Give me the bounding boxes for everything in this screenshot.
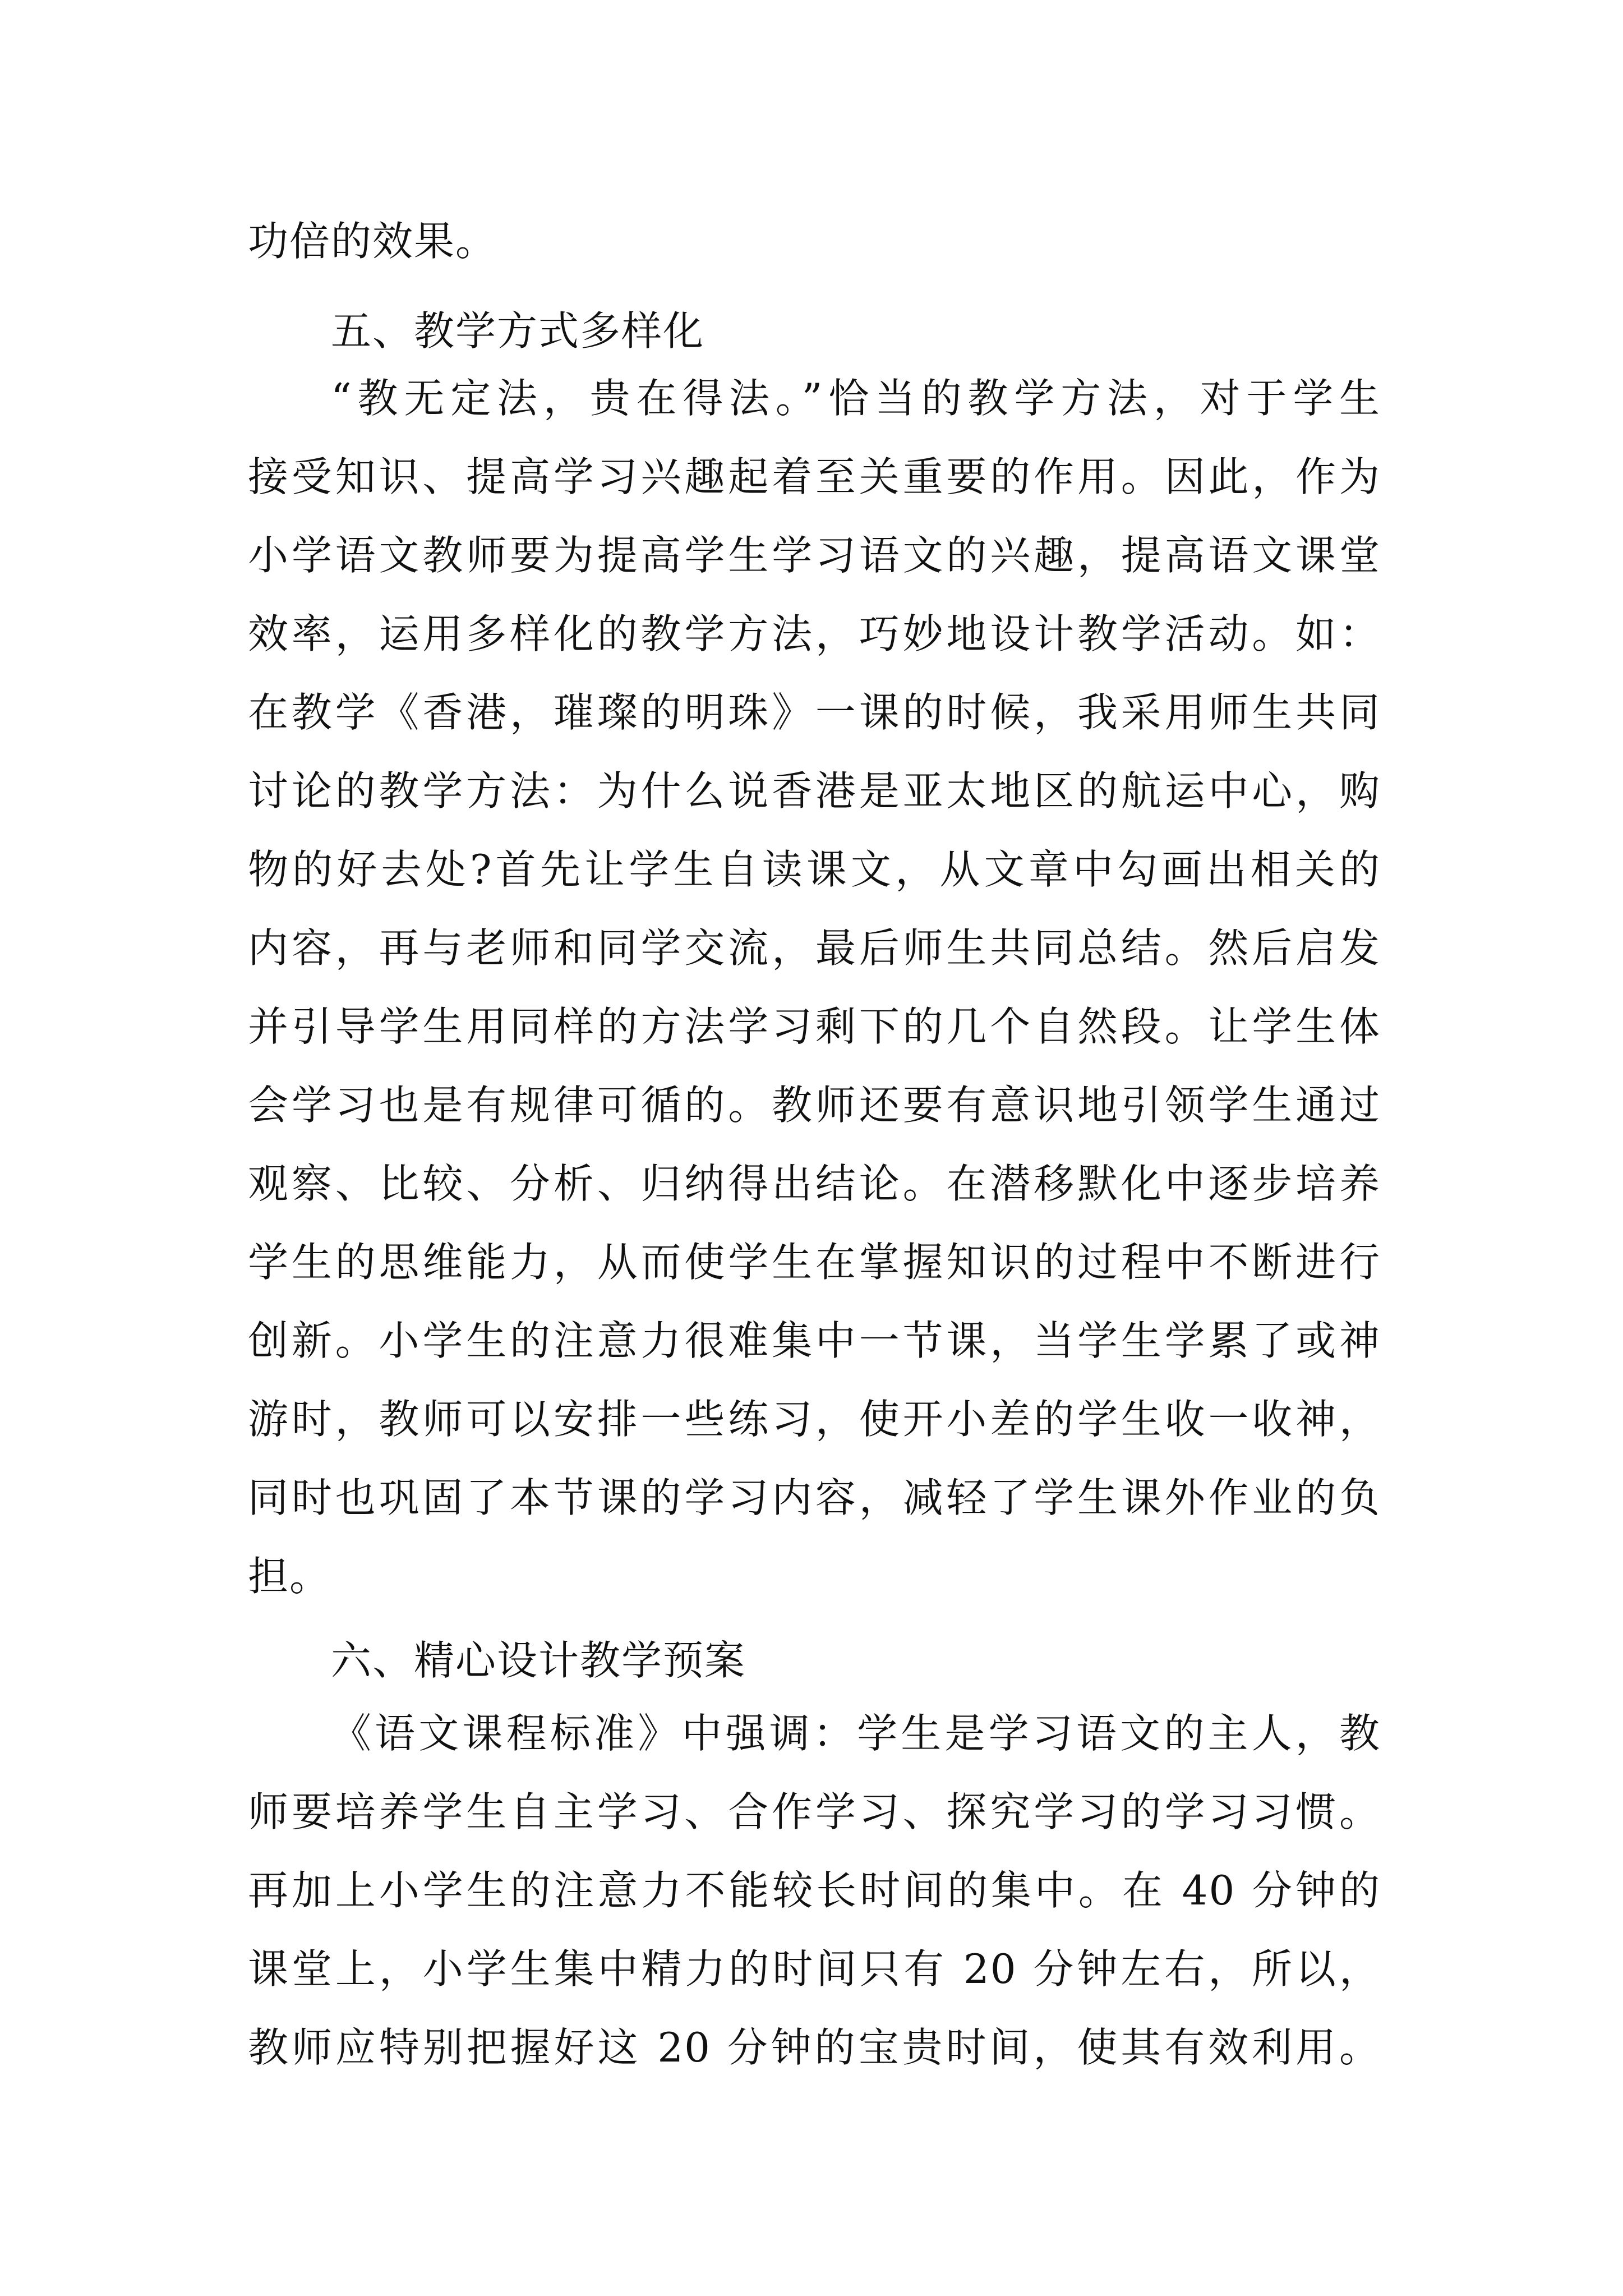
section-heading: 六、精心设计教学预案: [331, 1637, 746, 1684]
text-line: 教师应特别把握好这 20 分钟的宝贵时间，使其有效利用。: [248, 2024, 1381, 2071]
text-line: 游时，教师可以安排一些练习，使开小差的学生收一收神，: [248, 1396, 1381, 1443]
text-line: “教无定法，贵在得法。”恰当的教学方法，对于学生: [331, 375, 1381, 422]
text-line: 会学习也是有规律可循的。教师还要有意识地引领学生通过: [248, 1082, 1381, 1129]
text-line: 课堂上，小学生集中精力的时间只有 20 分钟左右，所以，: [248, 1945, 1381, 1993]
text-line: 同时也巩固了本节课的学习内容，减轻了学生课外作业的负: [248, 1474, 1381, 1521]
text-line: 并引导学生用同样的方法学习剩下的几个自然段。让学生体: [248, 1003, 1381, 1050]
text-line: 讨论的教学方法：为什么说香港是亚太地区的航运中心，购: [248, 767, 1381, 815]
text-line: 小学语文教师要为提高学生学习语文的兴趣，提高语文课堂: [248, 532, 1381, 579]
text-line: 物的好去处?首先让学生自读课文，从文章中勾画出相关的: [248, 846, 1381, 893]
text-line: 功倍的效果。: [248, 218, 497, 265]
text-line: 师要培养学生自主学习、合作学习、探究学习的学习习惯。: [248, 1788, 1381, 1835]
text-line: 内容，再与老师和同学交流，最后师生共同总结。然后启发: [248, 924, 1381, 972]
text-line: 担。: [248, 1553, 331, 1600]
text-line: 再加上小学生的注意力不能较长时间的集中。在 40 分钟的: [248, 1867, 1381, 1914]
section-heading: 五、教学方式多样化: [331, 307, 705, 355]
text-line: 效率，运用多样化的教学方法，巧妙地设计教学活动。如：: [248, 610, 1381, 657]
text-line: 接受知识、提高学习兴趣起着至关重要的作用。因此，作为: [248, 453, 1381, 500]
text-line: 学生的思维能力，从而使学生在掌握知识的过程中不断进行: [248, 1239, 1381, 1286]
text-line: 《语文课程标准》中强调：学生是学习语文的主人，教: [331, 1710, 1381, 1757]
text-line: 在教学《香港，璀璨的明珠》一课的时候，我采用师生共同: [248, 689, 1381, 736]
text-line: 创新。小学生的注意力很难集中一节课，当学生学累了或神: [248, 1317, 1381, 1364]
text-line: 观察、比较、分析、归纳得出结论。在潜移默化中逐步培养: [248, 1160, 1381, 1207]
